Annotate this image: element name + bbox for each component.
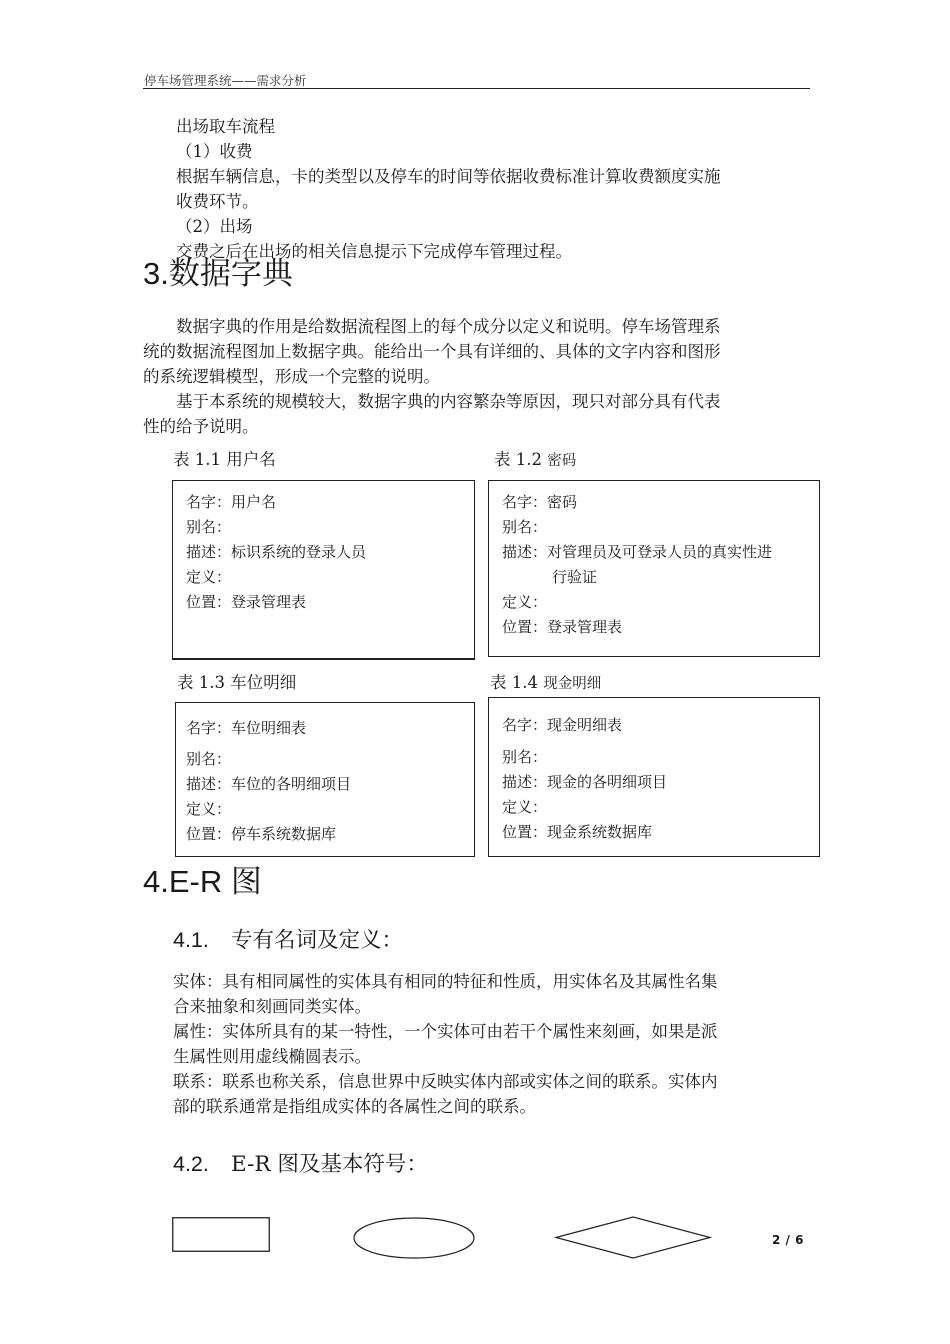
field-definition: 定义： (186, 568, 232, 586)
field-alias: 别名： (502, 518, 548, 536)
caption-prefix: 表 1.3 (177, 673, 231, 692)
field-location: 位置：停车系统数据库 (186, 825, 337, 843)
subsection-title: E-R 图及基本符号： (231, 1152, 428, 1177)
step1-title: （1）收费 (176, 142, 253, 161)
field-definition: 定义： (186, 800, 232, 818)
field-name: 名字：现金明细表 (502, 716, 623, 734)
step1-line1: 根据车辆信息，卡的类型以及停车的时间等依据收费标准计算收费额度实施 (176, 167, 721, 186)
para1-line3: 的系统逻辑模型，形成一个完整的说明。 (143, 367, 440, 386)
para2-line2: 性的给予说明。 (143, 417, 259, 436)
caption-name: 密码 (547, 453, 577, 469)
caption-prefix: 表 1.1 (173, 450, 227, 469)
definition-line3: 属性：实体所具有的某一特性，一个实体可由若干个属性来刻画，如果是派 (173, 1022, 718, 1041)
step1-line2: 收费环节。 (176, 192, 259, 211)
caption-name: 用户名 (226, 450, 276, 469)
caption-prefix: 表 1.4 (490, 673, 544, 692)
field-location: 位置：现金系统数据库 (502, 823, 653, 841)
field-name: 名字：车位明细表 (186, 719, 307, 737)
field-name: 名字：用户名 (186, 493, 277, 511)
subsection-number: 4.2. (173, 1152, 209, 1176)
table-1-1-caption (173, 446, 276, 470)
para1-line1: 数据字典的作用是给数据流程图上的每个成分以定义和说明。停车场管理系 (176, 317, 721, 336)
caption-prefix: 表 1.2 (494, 450, 548, 469)
rectangle-symbol (172, 1217, 271, 1253)
table-1-1-box (172, 480, 475, 660)
para1-line2: 统的数据流程图加上数据字典。能给出一个具有详细的、具体的文字内容和图形 (143, 342, 721, 361)
field-location: 位置：登录管理表 (502, 618, 623, 636)
field-description: 描述：对管理员及可登录人员的真实性进 (502, 543, 773, 561)
subsection-4-1-heading (173, 926, 403, 955)
section4-number: 4. (143, 864, 169, 899)
diamond-symbol (555, 1216, 711, 1259)
definition-line5: 联系：联系也称关系，信息世界中反映实体内部或实体之间的联系。实体内 (173, 1072, 718, 1091)
ellipse-symbol (353, 1217, 475, 1259)
caption-name: 现金明细 (543, 676, 602, 692)
definition-line6: 部的联系通常是指组成实体的各属性之间的联系。 (173, 1097, 536, 1116)
exit-flow-title: 出场取车流程 (176, 117, 275, 136)
table-1-4-box (488, 697, 820, 857)
section4-heading (143, 864, 262, 900)
table-1-3-caption (177, 669, 296, 693)
field-name: 名字：密码 (502, 493, 578, 511)
section3-title: 数据字典 (168, 256, 293, 292)
section3-number: 3. (143, 256, 169, 291)
field-description: 描述：标识系统的登录人员 (186, 543, 367, 561)
section3-heading (143, 256, 293, 292)
field-alias: 别名： (186, 750, 232, 768)
field-location: 位置：登录管理表 (186, 593, 307, 611)
subsection-title: 专有名词及定义： (231, 928, 404, 953)
definition-line2: 合来抽象和刻画同类实体。 (173, 997, 371, 1016)
step2-title: （2）出场 (176, 217, 253, 236)
page-number: 2 / 6 (772, 1233, 804, 1247)
field-description: 描述：现金的各明细项目 (502, 773, 668, 791)
table-1-4-caption (490, 669, 601, 693)
header-rule (143, 88, 810, 89)
step2-text: 交费之后在出场的相关信息提示下完成停车管理过程。 (176, 242, 572, 261)
subsection-4-2-heading (173, 1150, 428, 1179)
table-1-3-box (175, 702, 475, 857)
field-definition: 定义： (502, 593, 548, 611)
definition-line1: 实体：具有相同属性的实体具有相同的特征和性质，用实体名及其属性名集 (173, 972, 718, 991)
running-header: 停车场管理系统——需求分析 (144, 73, 307, 88)
section4-title: E-R 图 (168, 864, 262, 899)
subsection-number: 4.1. (173, 928, 209, 952)
definition-line4: 生属性则用虚线椭圆表示。 (173, 1047, 371, 1066)
table-1-2-caption (494, 446, 576, 470)
para2-line1: 基于本系统的规模较大，数据字典的内容繁杂等原因，现只对部分具有代表 (176, 392, 721, 411)
field-alias: 别名： (502, 748, 548, 766)
caption-name: 车位明细 (230, 673, 297, 692)
field-description: 描述：车位的各明细项目 (186, 775, 352, 793)
table-1-2-box (488, 480, 820, 657)
field-alias: 别名： (186, 518, 232, 536)
field-definition: 定义： (502, 798, 548, 816)
field-description-cont: 行验证 (552, 568, 598, 586)
